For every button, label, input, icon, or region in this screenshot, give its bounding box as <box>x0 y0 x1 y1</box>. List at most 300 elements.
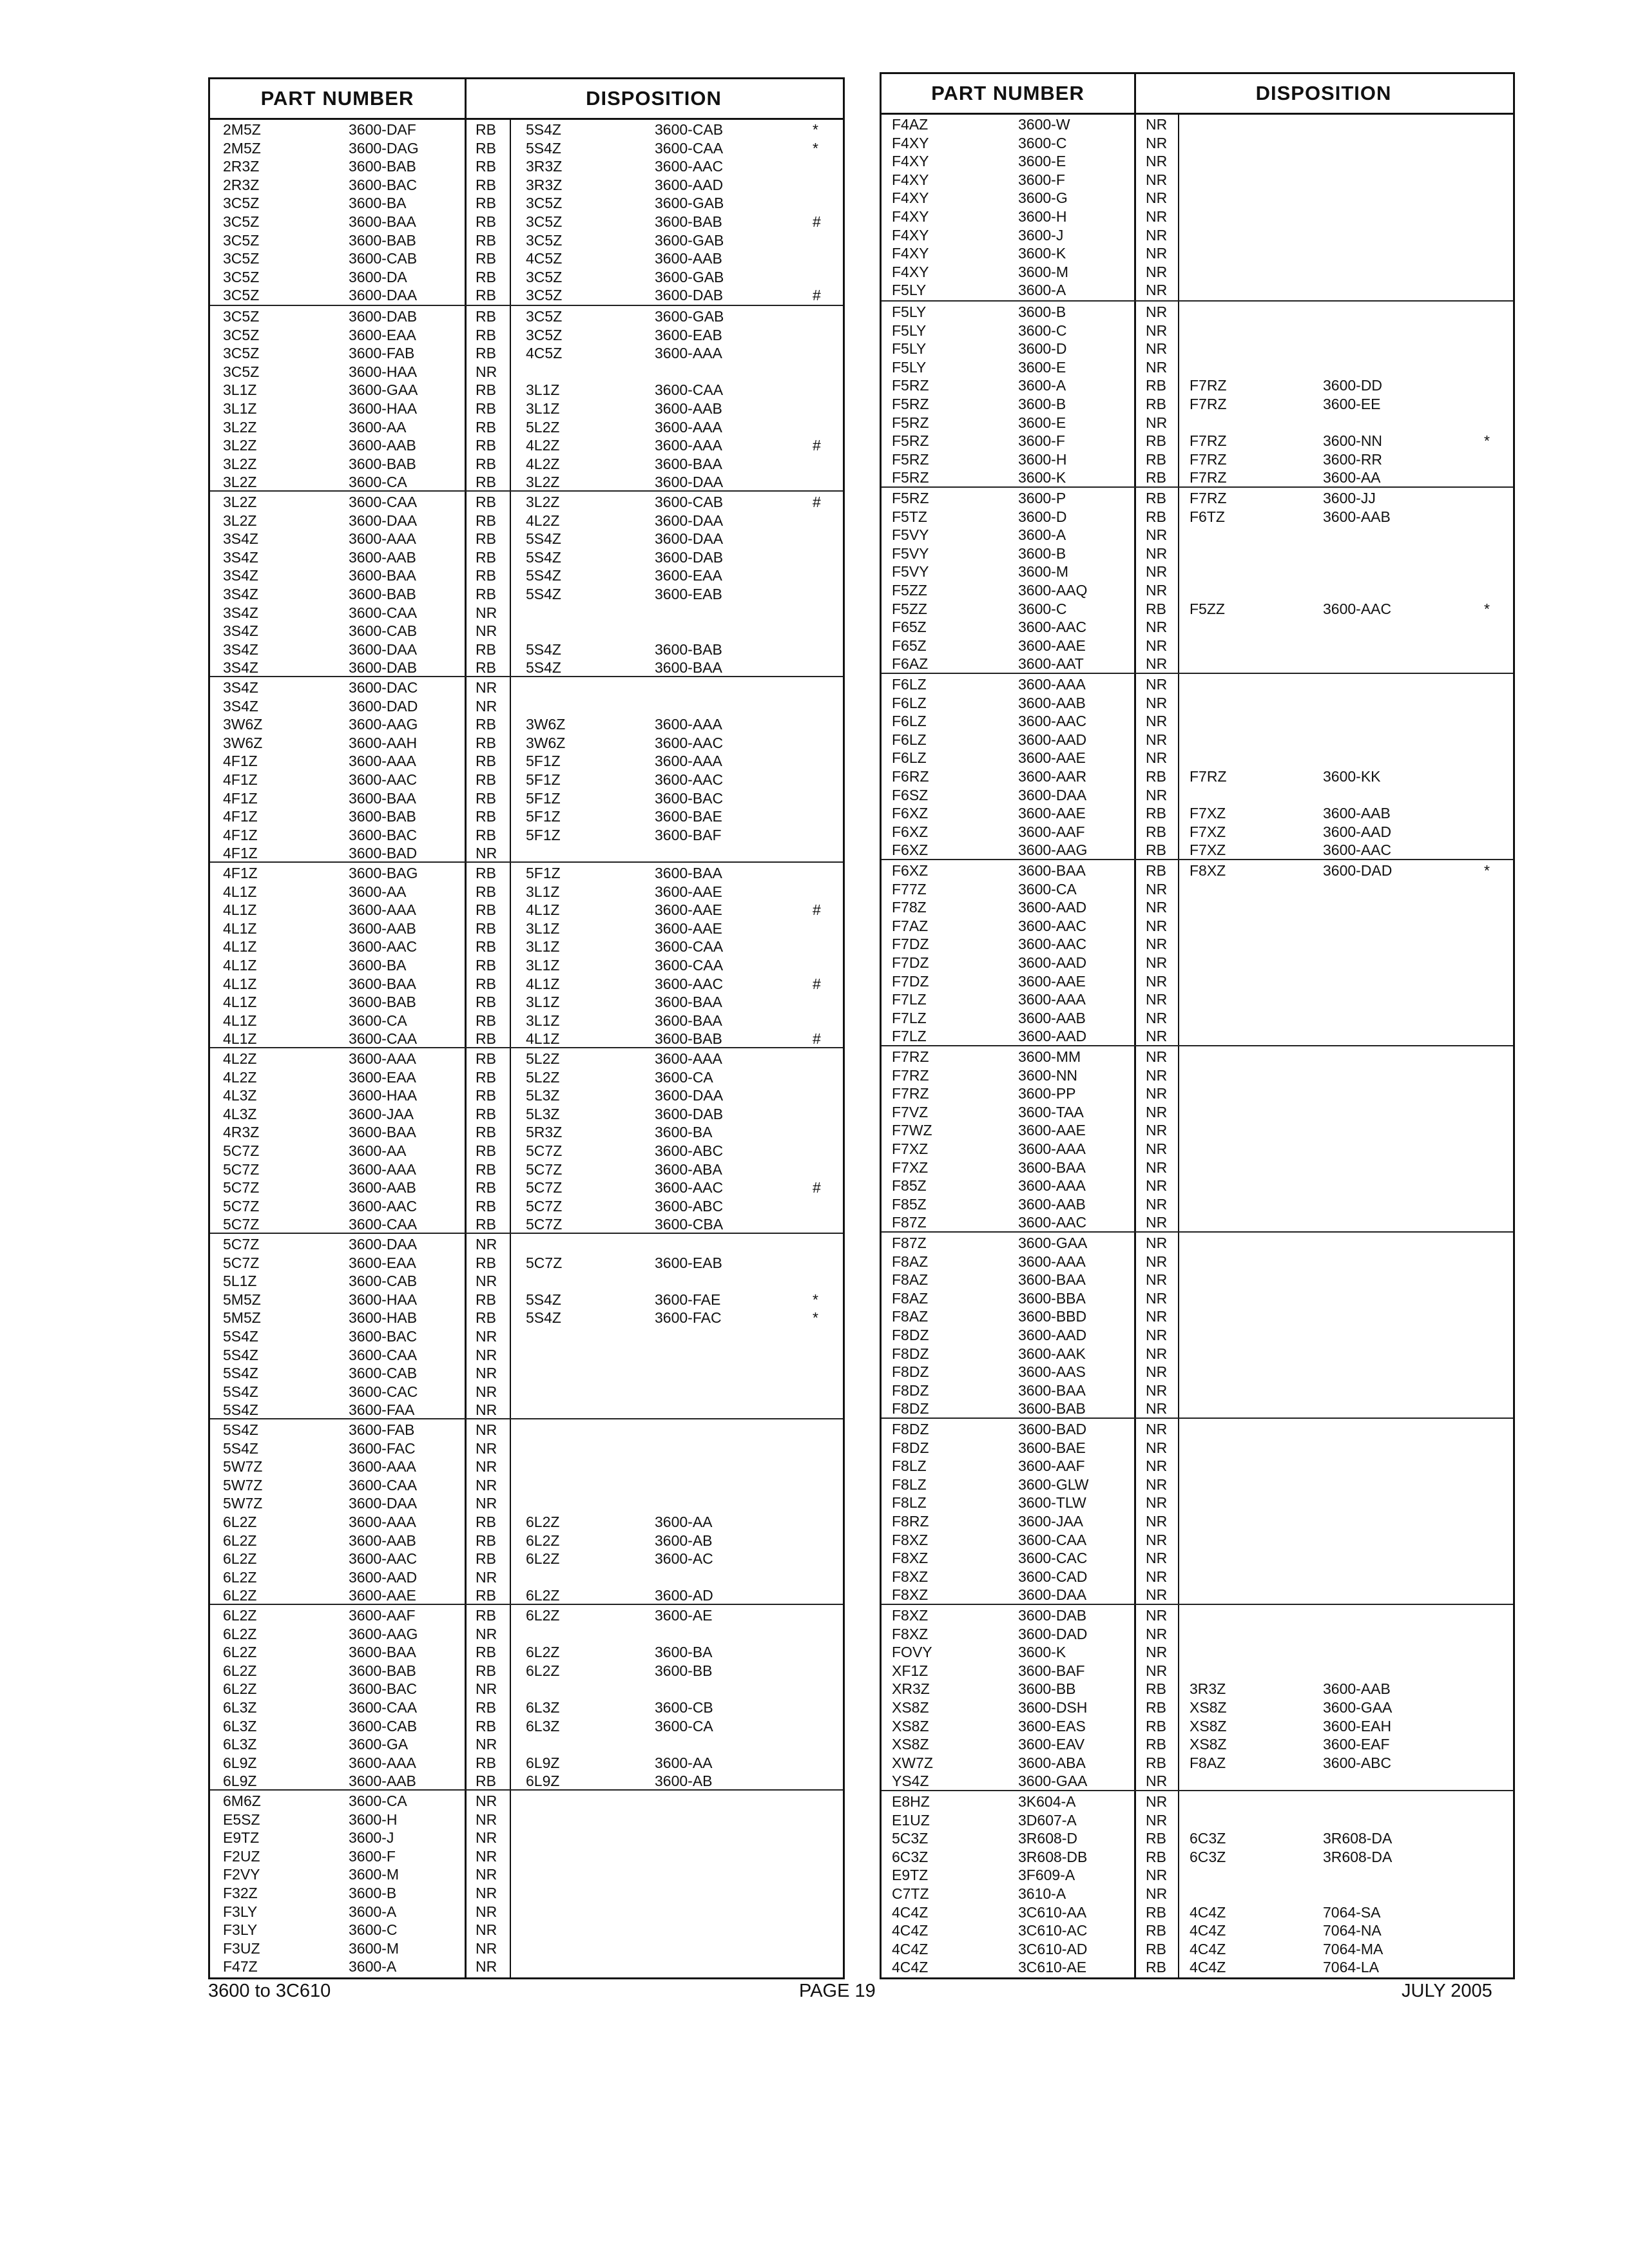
disposition-code: RB <box>476 381 496 399</box>
disposition-code: RB <box>476 139 496 157</box>
part-number: 3600-JAA <box>349 1105 414 1122</box>
part-number: 3600-CAA <box>349 604 418 621</box>
disposition-code: RB <box>476 586 496 602</box>
replacement-number: 7064-MA <box>1323 1940 1383 1957</box>
replacement-number: 3600-AAC <box>655 975 724 992</box>
replacement-prefix: 3W6Z <box>526 734 566 751</box>
part-number: 3600-E <box>1018 358 1066 376</box>
part-prefix: 2R3Z <box>223 158 260 175</box>
replacement-prefix: 5L2Z <box>526 1068 560 1086</box>
part-prefix: F5LY <box>892 340 927 358</box>
replacement-number: 3600-DAA <box>655 512 724 529</box>
part-number: 3K604-A <box>1018 1793 1076 1810</box>
part-number: 3600-AAC <box>1018 619 1087 636</box>
replacement-prefix: 3W6Z <box>526 716 566 733</box>
disposition-code: NR <box>476 1383 497 1400</box>
table-row <box>210 307 843 325</box>
part-prefix: 3C5Z <box>223 363 260 380</box>
disposition-code: RB <box>476 455 496 472</box>
part-number: 3600-EAA <box>349 1068 416 1086</box>
replacement-prefix: 6L9Z <box>526 1754 560 1771</box>
table-row <box>210 286 843 304</box>
part-number: 3600-JAA <box>1018 1513 1084 1530</box>
table-row <box>882 134 1513 152</box>
table-row <box>210 548 843 566</box>
disposition-code: NR <box>1146 1662 1168 1679</box>
part-number: 3600-EAV <box>1018 1736 1085 1753</box>
part-prefix: XS8Z <box>892 1736 929 1753</box>
disposition-code: RB <box>476 640 496 658</box>
part-prefix: F3LY <box>223 1921 258 1939</box>
disposition-code: RB <box>476 771 496 788</box>
disposition-code: NR <box>1146 917 1168 934</box>
part-number: 3600-AAD <box>1018 899 1087 916</box>
part-number: 3600-CAC <box>1018 1550 1088 1567</box>
part-number: 3600-DAB <box>349 308 418 325</box>
table-row <box>882 1921 1513 1939</box>
disposition-code: RB <box>476 1514 496 1530</box>
replacement-number: 3600-BAB <box>655 213 722 230</box>
part-number: 3600-E <box>1018 153 1066 170</box>
replacement-number: 3600-ABA <box>655 1160 722 1178</box>
part-number: 3600-J <box>1018 226 1064 244</box>
table-row <box>882 1027 1513 1045</box>
part-prefix: F4XY <box>892 226 929 244</box>
replacement-prefix: 5S4Z <box>526 567 561 584</box>
disposition-code: NR <box>476 697 497 715</box>
part-prefix: 3L1Z <box>223 381 257 399</box>
part-number: 3600-H <box>349 1811 398 1828</box>
disposition-code: NR <box>1146 676 1168 693</box>
replacement-prefix: 5L3Z <box>526 1087 560 1104</box>
part-number: 3600-DAB <box>349 659 418 677</box>
part-prefix: F6LZ <box>892 713 927 730</box>
disposition-code: NR <box>1146 1625 1168 1642</box>
disposition-code: NR <box>1146 358 1168 376</box>
part-number: 3600-K <box>1018 469 1066 486</box>
table-row <box>882 841 1513 859</box>
part-prefix: F5RZ <box>892 450 929 468</box>
part-number: 3600-F <box>1018 171 1065 188</box>
disposition-code: RB <box>1146 377 1166 394</box>
disposition-code: RB <box>476 919 496 937</box>
part-prefix: 4L3Z <box>223 1087 257 1104</box>
replacement-prefix: 6L3Z <box>526 1717 560 1735</box>
table-row <box>210 883 843 901</box>
part-number: 3600-AAD <box>349 1568 418 1586</box>
part-number: 3600-AAB <box>1018 1195 1086 1213</box>
table-row <box>882 414 1513 432</box>
part-prefix: 5C7Z <box>223 1197 260 1215</box>
table-row <box>210 1568 843 1586</box>
part-number: 3610-A <box>1018 1885 1066 1902</box>
replacement-number: 3600-AB <box>655 1773 713 1790</box>
part-number: 3600-DAC <box>349 679 418 696</box>
replacement-prefix: F6TZ <box>1190 508 1225 525</box>
disposition-code: RB <box>476 1291 496 1308</box>
part-prefix: 4L1Z <box>223 975 257 992</box>
part-number: 3600-BAB <box>1018 1400 1086 1418</box>
disposition-code: RB <box>476 176 496 193</box>
disposition-code: NR <box>1146 1327 1168 1343</box>
part-number: 3600-B <box>1018 544 1066 562</box>
table-row <box>882 618 1513 636</box>
part-prefix: 4L1Z <box>223 1012 257 1029</box>
part-prefix: XR3Z <box>892 1680 930 1698</box>
part-number: 3600-BAB <box>349 455 416 472</box>
part-prefix: 3S4Z <box>223 530 258 548</box>
part-prefix: 3C5Z <box>223 231 260 249</box>
table-row <box>210 734 843 752</box>
part-number: 3600-BBD <box>1018 1308 1087 1325</box>
left-table-header <box>210 79 843 120</box>
part-prefix: 3C5Z <box>223 326 260 343</box>
part-number: 3600-CAA <box>349 1346 418 1363</box>
replacement-prefix: 5S4Z <box>526 121 561 138</box>
replacement-prefix: 5C7Z <box>526 1142 563 1159</box>
table-row <box>882 1381 1513 1399</box>
disposition-code: NR <box>1146 303 1168 320</box>
part-prefix: 4L1Z <box>223 938 257 956</box>
part-prefix: 5C7Z <box>223 1254 260 1271</box>
part-number: 3600-AAE <box>1018 805 1086 822</box>
replacement-number: 7064-LA <box>1323 1959 1379 1976</box>
part-number: 3600-AAA <box>349 530 416 548</box>
replacement-number: 3600-AAA <box>655 753 722 770</box>
replacement-number: 3600-CA <box>655 1068 713 1086</box>
replacement-number: 3600-KK <box>1323 768 1381 785</box>
replacement-number: 3600-AC <box>655 1550 713 1568</box>
part-number: 3600-BAA <box>1018 1381 1086 1399</box>
table-row <box>882 1289 1513 1307</box>
part-number: 3600-BBA <box>1018 1289 1086 1307</box>
disposition-code: NR <box>1146 991 1168 1008</box>
part-prefix: F85Z <box>892 1177 927 1195</box>
row-group <box>882 486 1513 674</box>
replacement-number: 3600-BAB <box>655 1030 722 1048</box>
part-number: 3600-ABA <box>1018 1754 1086 1771</box>
part-prefix: 3W6Z <box>223 734 263 751</box>
disposition-code: RB <box>476 250 496 267</box>
disposition-code: NR <box>1146 582 1168 599</box>
part-prefix: F6LZ <box>892 749 927 767</box>
table-row <box>210 363 843 381</box>
replacement-prefix: F8XZ <box>1190 862 1226 879</box>
table-row <box>882 432 1513 450</box>
table-row <box>882 1177 1513 1195</box>
replacement-prefix: 5S4Z <box>526 548 561 566</box>
part-number-header: PART NUMBER <box>931 82 1084 104</box>
disposition-code: NR <box>1146 1793 1168 1810</box>
part-number: 3600-CAC <box>349 1383 418 1400</box>
replacement-prefix: F7RZ <box>1190 432 1227 450</box>
part-prefix: 3C5Z <box>223 345 260 362</box>
note-mark: # <box>813 975 821 992</box>
table-row <box>882 263 1513 281</box>
part-number: 3600-HAB <box>349 1309 418 1327</box>
table-row <box>882 637 1513 655</box>
disposition-code: RB <box>1146 1848 1166 1865</box>
part-number: 3600-AAB <box>349 1773 416 1790</box>
part-number: 3600-DAA <box>349 640 418 658</box>
disposition-code: NR <box>1146 1009 1168 1026</box>
replacement-prefix: 6C3Z <box>1190 1830 1226 1847</box>
table-row <box>882 1326 1513 1344</box>
part-prefix: 4F1Z <box>223 771 258 788</box>
replacement-number: 3600-BAA <box>655 994 722 1011</box>
replacement-prefix: 6C3Z <box>1190 1848 1226 1865</box>
disposition-code: NR <box>1146 263 1168 280</box>
disposition-code: RB <box>1146 469 1166 486</box>
disposition-code: NR <box>476 1421 497 1438</box>
replacement-prefix: F7RZ <box>1190 450 1227 468</box>
part-prefix: F8DZ <box>892 1400 929 1418</box>
replacement-number: 3600-AAA <box>655 716 722 733</box>
table-row <box>882 468 1513 486</box>
row-group <box>882 1418 1513 1605</box>
part-number: 3600-AAA <box>349 753 416 770</box>
replacement-number: 3R608-DA <box>1323 1830 1393 1847</box>
replacement-number: 3600-AE <box>655 1607 713 1624</box>
replacement-prefix: 5S4Z <box>526 1309 561 1327</box>
table-row <box>882 1048 1513 1066</box>
table-row <box>882 1866 1513 1884</box>
part-number: 3600-BA <box>349 195 407 212</box>
part-prefix: 4F1Z <box>223 865 258 881</box>
table-row <box>882 655 1513 673</box>
disposition-code: NR <box>476 1847 497 1865</box>
table-row <box>882 767 1513 785</box>
part-number: 3600-EAA <box>349 326 416 343</box>
part-number: 3600-AAA <box>1018 1177 1086 1195</box>
disposition-code: NR <box>476 363 497 380</box>
part-prefix: F5VY <box>892 526 929 544</box>
disposition-code: NR <box>1146 1644 1168 1661</box>
disposition-code: RB <box>476 1254 496 1271</box>
part-number: 3600-AAD <box>1018 1028 1087 1045</box>
part-prefix: F8DZ <box>892 1439 929 1456</box>
replacement-prefix: 6L2Z <box>526 1514 560 1530</box>
disposition-code: NR <box>1146 899 1168 916</box>
note-mark: # <box>813 213 821 230</box>
replacement-number: 3600-AD <box>655 1587 713 1604</box>
part-prefix: F8AZ <box>892 1289 929 1307</box>
table-row <box>210 1476 843 1494</box>
row-group <box>882 114 1513 300</box>
table-row <box>882 804 1513 822</box>
disposition-code: NR <box>1146 1586 1168 1604</box>
table-row <box>882 1811 1513 1829</box>
disposition-code: RB <box>476 1179 496 1196</box>
disposition-code: NR <box>1146 1103 1168 1120</box>
part-prefix: 6L2Z <box>223 1644 257 1661</box>
table-row <box>210 157 843 175</box>
part-prefix: 4C4Z <box>892 1903 929 1921</box>
footer-page-number: PAGE 19 <box>799 1981 876 2001</box>
part-prefix: F7RZ <box>892 1085 929 1102</box>
replacement-prefix: 5F1Z <box>526 771 561 788</box>
part-number: 3600-BAG <box>349 865 418 881</box>
replacement-number: 3600-DAA <box>655 1087 724 1104</box>
disposition-code: NR <box>476 1792 497 1809</box>
disposition-code: RB <box>1146 1680 1166 1698</box>
table-row <box>210 1364 843 1382</box>
disposition-code: RB <box>1146 805 1166 822</box>
table-row <box>210 1291 843 1309</box>
disposition-code: NR <box>1146 731 1168 748</box>
part-number: 3600-BA <box>349 957 407 974</box>
replacement-number: 3600-BAE <box>655 808 722 825</box>
disposition-code: NR <box>1146 340 1168 358</box>
part-number: 3600-CAA <box>1018 1531 1087 1548</box>
part-prefix: 6L2Z <box>223 1607 257 1624</box>
part-number: 3600-DAA <box>1018 786 1087 803</box>
part-number: 3600-EAS <box>1018 1717 1086 1735</box>
part-prefix: 3L2Z <box>223 512 257 529</box>
replacement-prefix: 5C7Z <box>526 1197 563 1215</box>
part-number: 3600-AAA <box>349 1514 416 1530</box>
table-row <box>210 1235 843 1253</box>
part-prefix: 3S4Z <box>223 622 258 640</box>
part-prefix: F4XY <box>892 189 929 207</box>
replacement-number: 3600-AAA <box>655 345 722 362</box>
replacement-number: 3600-FAC <box>655 1309 722 1327</box>
disposition-code: RB <box>1146 490 1166 506</box>
part-number: 3600-AAA <box>349 1754 416 1771</box>
part-prefix: 4L1Z <box>223 957 257 974</box>
disposition-code: NR <box>476 1439 497 1457</box>
replacement-number: 3600-AAB <box>655 250 722 267</box>
disposition-code: RB <box>476 957 496 974</box>
disposition-code: RB <box>476 474 496 491</box>
disposition-code: NR <box>476 1568 497 1586</box>
table-row <box>210 901 843 919</box>
disposition-code: NR <box>1146 1457 1168 1475</box>
table-row <box>210 919 843 937</box>
part-prefix: F7LZ <box>892 1028 927 1045</box>
part-prefix: F6LZ <box>892 731 927 748</box>
disposition-code: NR <box>476 1903 497 1920</box>
note-mark: # <box>813 1030 821 1048</box>
disposition-code: RB <box>476 1124 496 1141</box>
table-row <box>210 1346 843 1364</box>
disposition-code: NR <box>476 679 497 696</box>
disposition-code: RB <box>1146 1922 1166 1939</box>
part-number: 3600-CA <box>1018 880 1077 898</box>
replacement-number: 3600-CA <box>655 1717 713 1735</box>
part-prefix: XS8Z <box>892 1717 929 1735</box>
replacement-prefix: XS8Z <box>1190 1699 1227 1716</box>
disposition-code: NR <box>1146 1085 1168 1102</box>
row-group <box>882 859 1513 1046</box>
part-number: 3600-BAC <box>349 1328 418 1345</box>
part-number: 3600-BB <box>1018 1680 1076 1698</box>
replacement-number: 3600-CB <box>655 1699 713 1716</box>
table-row <box>210 1327 843 1345</box>
part-prefix: 3L2Z <box>223 418 257 436</box>
note-mark: * <box>813 121 818 138</box>
disposition-code: RB <box>476 1754 496 1771</box>
disposition-code: NR <box>1146 1048 1168 1065</box>
part-number: 3600-AAA <box>349 1458 416 1475</box>
disposition-code: RB <box>476 418 496 436</box>
replacement-number: 3600-AB <box>655 1532 713 1549</box>
part-number: 3600-BAA <box>349 567 416 584</box>
part-prefix: 2M5Z <box>223 121 261 138</box>
part-prefix: F5ZZ <box>892 582 927 599</box>
replacement-prefix: F7RZ <box>1190 469 1227 486</box>
table-row <box>882 1829 1513 1847</box>
part-prefix: 3S4Z <box>223 604 258 621</box>
replacement-prefix: 5S4Z <box>526 640 561 658</box>
replacement-prefix: 3L1Z <box>526 400 560 417</box>
part-number: 3600-A <box>1018 282 1066 299</box>
part-number: 3600-D <box>1018 508 1067 525</box>
table-row <box>210 1494 843 1512</box>
replacement-number: 3600-EAF <box>1323 1736 1390 1753</box>
part-prefix: F85Z <box>892 1195 927 1213</box>
replacement-prefix: 5C7Z <box>526 1254 563 1271</box>
replacement-prefix: 3C5Z <box>526 268 563 285</box>
replacement-number: 3600-AAE <box>655 919 722 937</box>
replacement-number: 3600-DAB <box>655 1105 724 1122</box>
part-prefix: F7RZ <box>892 1066 929 1084</box>
table-row <box>210 993 843 1011</box>
disposition-code: RB <box>476 287 496 304</box>
part-prefix: 6C3Z <box>892 1848 929 1865</box>
replacement-number: 7064-NA <box>1323 1922 1382 1939</box>
part-prefix: F4XY <box>892 153 929 170</box>
table-row <box>882 1234 1513 1252</box>
table-row <box>210 1735 843 1753</box>
disposition-code: RB <box>476 1160 496 1178</box>
part-prefix: FOVY <box>892 1644 932 1661</box>
right-table-header <box>882 74 1513 115</box>
part-prefix: 3L2Z <box>223 455 257 472</box>
replacement-number: 3R608-DA <box>1323 1848 1393 1865</box>
part-number: 3600-BAA <box>349 213 416 230</box>
table-row <box>882 526 1513 544</box>
table-row <box>210 585 843 603</box>
table-row <box>210 1903 843 1921</box>
disposition-code: RB <box>476 158 496 175</box>
part-prefix: F4XY <box>892 245 929 262</box>
part-prefix: F6SZ <box>892 786 929 803</box>
replacement-prefix: 6L2Z <box>526 1644 560 1661</box>
table-row <box>882 1158 1513 1177</box>
disposition-code: RB <box>476 195 496 212</box>
replacement-prefix: 4L2Z <box>526 455 560 472</box>
table-row <box>882 395 1513 413</box>
disposition-code: NR <box>1146 1513 1168 1530</box>
replacement-number: 3600-BAA <box>655 659 722 677</box>
table-row <box>210 937 843 956</box>
part-number: 3600-AAB <box>1018 694 1086 711</box>
table-row <box>882 171 1513 189</box>
part-number: 3600-DAD <box>1018 1625 1088 1642</box>
part-prefix: 3S4Z <box>223 697 258 715</box>
part-prefix: F5RZ <box>892 396 929 412</box>
part-number: 3600-AAF <box>349 1607 416 1624</box>
part-prefix: F7LZ <box>892 1009 927 1026</box>
replacement-prefix: 5R3Z <box>526 1124 563 1141</box>
part-number: 3600-CAA <box>349 1216 418 1233</box>
note-mark: * <box>1484 432 1490 450</box>
table-row <box>882 1717 1513 1735</box>
part-prefix: 4F1Z <box>223 845 258 862</box>
part-prefix: F7VZ <box>892 1103 929 1120</box>
part-prefix: F8XZ <box>892 1531 929 1548</box>
